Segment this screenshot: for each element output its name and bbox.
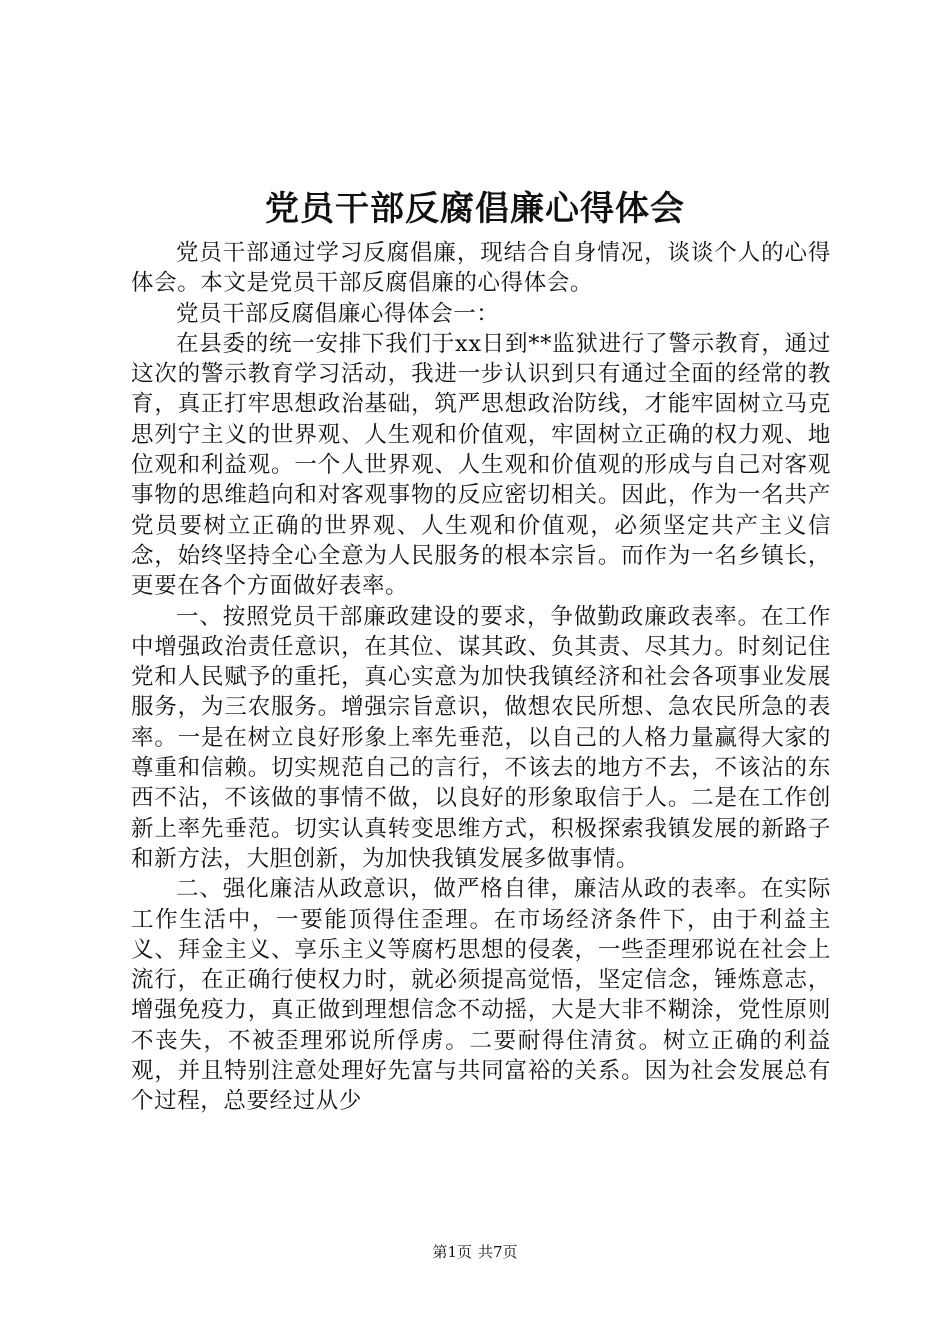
paragraph-body-1: 在县委的统一安排下我们于xx日到**监狱进行了警示教育，通过这次的警示教育学习活动，我进一步认识到只有通过全面的经常的教育，真正打牢思想政治基础，筑严思想政治防线，才能牢固树立马克思列宁主义的世界观、人生观和价值观，牢固树立正确的权力观、地位观和利益观。一个人世界观、人生观和价值观的形成与自己对客观事物的思维趋向和对客观事物的反应密切相关。因此，作为一名共产党员要树立正确的世界观、人生观和价值观，必须坚定共产主义信念，始终坚持全心全意为人民服务的根本宗旨。而作为一名乡镇长，更要在各个方面做好表率。	[131, 330, 831, 600]
paragraph-body-2: 一、按照党员干部廉政建设的要求，争做勤政廉政表率。在工作中增强政治责任意识，在其位、谋其政、负其责、尽其力。时刻记住党和人民赋予的重托，真心实意为加快我镇经济和社会各项事业发展服务，为三农服务。增强宗旨意识，做想农民所想、急农民所急的表率。一是在树立良好形象上率先垂范，以自己的人格力量赢得大家的尊重和信赖。切实规范自己的言行，不该去的地方不去，不该沾的东西不沾，不该做的事情不做，以良好的形象取信于人。二是在工作创新上率先垂范。切实认真转变思维方式，积极探索我镇发展的新路子和新方法，大胆创新，为加快我镇发展多做事情。	[131, 603, 831, 872]
page-total: 共7页	[478, 1243, 518, 1261]
document-title: 党员干部反腐倡廉心得体会	[265, 189, 685, 229]
paragraph-body-3: 二、强化廉洁从政意识，做严格自律，廉洁从政的表率。在实际工作生活中，一要能顶得住歪理。在市场经济条件下，由于利益主义、拜金主义、享乐主义等腐朽思想的侵袭，一些歪理邪说在社会上流行，在正确行使权力时，就必须提高觉悟，坚定信念，锤炼意志，增强免疫力，真正做到理想信念不动摇，大是大非不糊涂，党性原则不丧失，不被歪理邪说所俘虏。二要耐得住清贫。树立正确的利益观，并且特别注意处理好先富与共同富裕的关系。因为社会发展总有个过程，总要经过从少	[131, 876, 831, 1115]
paragraph-section-heading: 党员干部反腐倡廉心得体会一：	[176, 300, 500, 327]
paragraph-intro: 党员干部通过学习反腐倡廉，现结合自身情况，谈谈个人的心得体会。本文是党员干部反腐倡廉的心得体会。	[131, 240, 831, 297]
page-number: 第1页	[432, 1243, 472, 1261]
page-footer	[0, 1242, 950, 1262]
document-body	[131, 238, 831, 1117]
